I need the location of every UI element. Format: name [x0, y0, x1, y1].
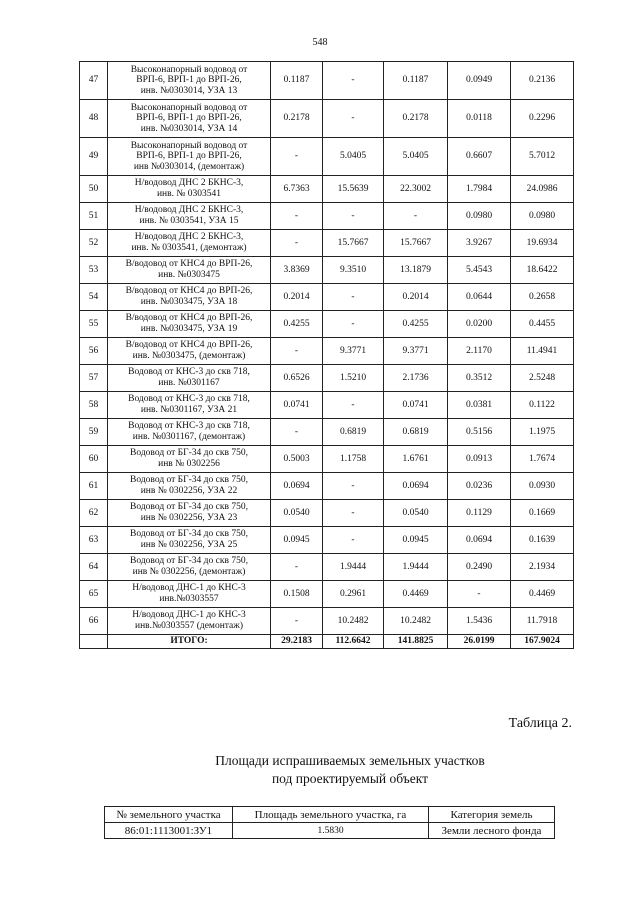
object-name-line: инв. №0301167	[158, 378, 220, 388]
cell-area-additional: 0.0118	[448, 100, 511, 138]
cell-area-existing: -	[271, 419, 323, 446]
object-name	[108, 419, 271, 446]
cell-area-existing: 0.4255	[271, 311, 323, 338]
object-name-line: инв. №0303014, УЗА 14	[140, 123, 238, 134]
cell-area-new: 10.2482	[323, 608, 384, 635]
cell-area-additional: 0.1129	[448, 500, 511, 527]
object-name-line: ВРП-6, ВРП-1 до ВРП-26,	[136, 151, 242, 162]
row-number: 59	[80, 419, 108, 446]
table-row	[80, 338, 574, 365]
object-name-line: Водовод от БГ-34 до скв 750,	[130, 448, 248, 459]
cell-area-total: 0.0980	[511, 203, 574, 230]
total-row	[80, 635, 574, 649]
table-row	[80, 230, 574, 257]
cell-area-additional: -	[448, 581, 511, 608]
cell-area-additional: 0.0236	[448, 473, 511, 500]
cell-area-total: 19.6934	[511, 230, 574, 257]
cell-area-total: 2.1934	[511, 554, 574, 581]
cell-area-total: 0.0930	[511, 473, 574, 500]
cell-area-new: -	[323, 311, 384, 338]
object-name	[108, 446, 271, 473]
object-name	[108, 473, 271, 500]
total-cell-area-subtotal: 141.8825	[384, 635, 448, 649]
cell-area-subtotal: 0.0945	[384, 527, 448, 554]
row-number: 58	[80, 392, 108, 419]
object-name-line: инв.№0303557	[159, 594, 219, 604]
table-row	[80, 446, 574, 473]
object-name-line: ВРП-6, ВРП-1 до ВРП-26,	[136, 113, 242, 124]
cell-area-additional: 5.4543	[448, 257, 511, 284]
cell-area-total: 18.6422	[511, 257, 574, 284]
cell-area-new: 1.1758	[323, 446, 384, 473]
cell-area-new: 0.6819	[323, 419, 384, 446]
cell-area-total: 0.2658	[511, 284, 574, 311]
cell-area-existing: -	[271, 230, 323, 257]
table-row	[80, 608, 574, 635]
object-name	[108, 500, 271, 527]
object-name-line: Н/водовод ДНС 2 БКНС-3,	[134, 205, 244, 216]
table-title-line: Площади испрашиваемых земельных участков	[215, 753, 485, 768]
object-name-line: инв. №0303014, УЗА 13	[140, 85, 238, 96]
cell-area-subtotal: 0.0540	[384, 500, 448, 527]
cell-area-total: 0.4469	[511, 581, 574, 608]
object-name-line: инв. №0303475	[158, 270, 220, 280]
cell-area-subtotal: 15.7667	[384, 230, 448, 257]
row-number: 50	[80, 176, 108, 203]
table-row	[80, 284, 574, 311]
cell-area-new: -	[323, 392, 384, 419]
object-name	[108, 138, 271, 176]
cell-area-subtotal: 0.0694	[384, 473, 448, 500]
land-table-row	[105, 823, 555, 839]
row-number: 66	[80, 608, 108, 635]
cell-area-subtotal: 0.2178	[384, 100, 448, 138]
object-name-line: Водовод от КНС-3 до скв 718,	[128, 394, 250, 405]
object-name-line: инв № 0302256	[158, 459, 220, 469]
object-name	[108, 392, 271, 419]
total-label: ИТОГО:	[108, 635, 271, 649]
cell-area-new: 15.5639	[323, 176, 384, 203]
cell-area-existing: 6.7363	[271, 176, 323, 203]
row-number: 47	[80, 62, 108, 100]
object-name	[108, 365, 271, 392]
cell-area-subtotal: 5.0405	[384, 138, 448, 176]
row-number: 55	[80, 311, 108, 338]
header-plot-number: № земельного участка	[105, 807, 233, 823]
cell-area-new: 1.5210	[323, 365, 384, 392]
cell-area-new: -	[323, 473, 384, 500]
cell-area-existing: 0.1187	[271, 62, 323, 100]
table-row	[80, 100, 574, 138]
object-name	[108, 581, 271, 608]
object-name-line: инв № 0302256, УЗА 23	[140, 513, 238, 523]
cell-area-new: 9.3771	[323, 338, 384, 365]
cell-area-total: 0.1639	[511, 527, 574, 554]
cell-area-subtotal: 10.2482	[384, 608, 448, 635]
object-name-line: инв № 0302256, (демонтаж)	[132, 567, 246, 577]
row-number: 60	[80, 446, 108, 473]
cell-area-subtotal: 2.1736	[384, 365, 448, 392]
cell-area-total: 2.5248	[511, 365, 574, 392]
header-land-category: Категория земель	[429, 807, 555, 823]
cell-area-total: 11.4941	[511, 338, 574, 365]
cell-area-subtotal: 0.6819	[384, 419, 448, 446]
page-number: 548	[312, 37, 328, 48]
object-name-line: инв. №0303475, УЗА 19	[140, 324, 238, 334]
row-number: 63	[80, 527, 108, 554]
table-row	[80, 311, 574, 338]
row-number: 64	[80, 554, 108, 581]
cell-area-additional: 0.6607	[448, 138, 511, 176]
object-name-line: Н/водовод ДНС 2 БКНС-3,	[134, 232, 244, 243]
land-category: Земли лесного фонда	[429, 823, 555, 839]
cell-area-subtotal: 13.1879	[384, 257, 448, 284]
object-name-line: инв № 0302256, УЗА 25	[140, 540, 238, 550]
object-name	[108, 176, 271, 203]
total-cell-area-additional: 26.0199	[448, 635, 511, 649]
object-name-line: инв. № 0303541	[156, 189, 222, 199]
cell-area-new: -	[323, 500, 384, 527]
cell-area-existing: 0.0945	[271, 527, 323, 554]
table-row	[80, 257, 574, 284]
cell-area-subtotal: 0.1187	[384, 62, 448, 100]
table-title-line: под проектируемый объект	[271, 771, 429, 786]
cell-area-existing: 0.6526	[271, 365, 323, 392]
cell-area-existing: 0.0741	[271, 392, 323, 419]
cell-area-total: 11.7918	[511, 608, 574, 635]
object-name-line: Водовод от БГ-34 до скв 750,	[130, 529, 248, 540]
object-name-line: инв. №0301167, УЗА 21	[140, 405, 238, 415]
cell-area-additional: 0.0980	[448, 203, 511, 230]
cell-area-additional: 0.5156	[448, 419, 511, 446]
table-row	[80, 392, 574, 419]
cell-area-additional: 0.0913	[448, 446, 511, 473]
cell-area-additional: 0.2490	[448, 554, 511, 581]
table-row	[80, 176, 574, 203]
object-name	[108, 284, 271, 311]
table-caption: Таблица 2.	[508, 716, 572, 731]
cell-area-new: 9.3510	[323, 257, 384, 284]
cell-area-additional: 0.0381	[448, 392, 511, 419]
cell-area-total: 0.1122	[511, 392, 574, 419]
cell-area-subtotal: 9.3771	[384, 338, 448, 365]
object-name-line: Водовод от БГ-34 до скв 750,	[130, 556, 248, 567]
cell-area-new: -	[323, 100, 384, 138]
row-number: 62	[80, 500, 108, 527]
object-name-line: Н/водовод ДНС-1 до КНС-3	[132, 583, 246, 594]
table-row	[80, 581, 574, 608]
cell-area-existing: -	[271, 138, 323, 176]
row-number: 52	[80, 230, 108, 257]
object-name-line: Н/водовод ДНС 2 БКНС-3,	[134, 178, 244, 189]
object-name-line: В/водовод от КНС4 до ВРП-26,	[125, 340, 253, 351]
table-row	[80, 473, 574, 500]
cell-area-additional: 1.5436	[448, 608, 511, 635]
object-name	[108, 230, 271, 257]
row-number: 65	[80, 581, 108, 608]
cell-area-total: 1.7674	[511, 446, 574, 473]
object-name-line: инв. № 0303541, УЗА 15	[139, 216, 239, 226]
row-number: 48	[80, 100, 108, 138]
cell-area-additional: 1.7984	[448, 176, 511, 203]
cell-area-existing: 3.8369	[271, 257, 323, 284]
object-name-line: Высоконапорный водовод от	[130, 64, 248, 75]
cell-area-new: 0.2961	[323, 581, 384, 608]
cell-area-total: 1.1975	[511, 419, 574, 446]
cell-area-new: -	[323, 203, 384, 230]
object-name	[108, 338, 271, 365]
cell-area-existing: 0.1508	[271, 581, 323, 608]
cell-area-additional: 3.9267	[448, 230, 511, 257]
cell-area-existing: 0.5003	[271, 446, 323, 473]
object-name	[108, 257, 271, 284]
land-table-header-row	[105, 807, 555, 823]
total-cell-area-new: 112.6642	[323, 635, 384, 649]
cell-area-total: 0.2296	[511, 100, 574, 138]
object-name-line: ВРП-6, ВРП-1 до ВРП-26,	[136, 75, 242, 86]
object-name-line: Водовод от БГ-34 до скв 750,	[130, 475, 248, 486]
cell-area-new: 5.0405	[323, 138, 384, 176]
cell-area-subtotal: 0.2014	[384, 284, 448, 311]
table-row	[80, 203, 574, 230]
cell-area-subtotal: 0.4255	[384, 311, 448, 338]
object-name	[108, 203, 271, 230]
row-number: 49	[80, 138, 108, 176]
cell-area-existing: 0.2178	[271, 100, 323, 138]
table-row	[80, 554, 574, 581]
object-name-line: инв № 0302256, УЗА 22	[140, 486, 238, 496]
object-name-line: Высоконапорный водовод от	[130, 102, 248, 113]
plot-number: 86:01:1113001:ЗУ1	[105, 823, 233, 839]
object-name	[108, 62, 271, 100]
cell-area-additional: 2.1170	[448, 338, 511, 365]
table-row	[80, 500, 574, 527]
object-name-line: Н/водовод ДНС-1 до КНС-3	[132, 610, 246, 621]
object-name-line: Водовод от КНС-3 до скв 718,	[128, 367, 250, 378]
cell-area-subtotal: 22.3002	[384, 176, 448, 203]
object-name-line: Водовод от БГ-34 до скв 750,	[130, 502, 248, 513]
cell-area-existing: -	[271, 203, 323, 230]
cell-area-new: 15.7667	[323, 230, 384, 257]
cell-area-new: -	[323, 284, 384, 311]
object-name-line: инв. №0301167, (демонтаж)	[132, 432, 246, 442]
object-name-line: В/водовод от КНС4 до ВРП-26,	[125, 286, 253, 297]
cell-area-total: 0.2136	[511, 62, 574, 100]
row-number: 54	[80, 284, 108, 311]
object-name	[108, 608, 271, 635]
plot-area: 1.5830	[233, 823, 429, 839]
cell-area-subtotal: 0.0741	[384, 392, 448, 419]
total-cell-area-total: 167.9024	[511, 635, 574, 649]
table-row	[80, 527, 574, 554]
object-name-line: инв №0303014, (демонтаж)	[133, 161, 245, 172]
cell-area-additional: 0.0694	[448, 527, 511, 554]
cell-area-additional: 0.0949	[448, 62, 511, 100]
pipeline-table	[79, 61, 574, 649]
cell-area-existing: 0.0540	[271, 500, 323, 527]
cell-area-total: 24.0986	[511, 176, 574, 203]
object-name	[108, 554, 271, 581]
cell-area-new: -	[323, 527, 384, 554]
object-name-line: Высоконапорный водовод от	[130, 140, 248, 151]
table-row	[80, 365, 574, 392]
object-name	[108, 527, 271, 554]
row-number: 51	[80, 203, 108, 230]
header-plot-area: Площадь земельного участка, га	[233, 807, 429, 823]
object-name-line: Водовод от КНС-3 до скв 718,	[128, 421, 250, 432]
cell-area-total: 0.1669	[511, 500, 574, 527]
object-name-line: инв.№0303557 (демонтаж)	[135, 621, 243, 631]
cell-area-subtotal: -	[384, 203, 448, 230]
cell-area-existing: -	[271, 554, 323, 581]
table-row	[80, 419, 574, 446]
row-number: 53	[80, 257, 108, 284]
row-number: 61	[80, 473, 108, 500]
object-name-line: инв. №0303475, УЗА 18	[140, 297, 238, 307]
object-name-line: В/водовод от КНС4 до ВРП-26,	[125, 259, 253, 270]
cell-area-new: -	[323, 62, 384, 100]
object-name	[108, 311, 271, 338]
row-number: 56	[80, 338, 108, 365]
cell-area-subtotal: 1.9444	[384, 554, 448, 581]
total-row-number	[80, 635, 108, 649]
cell-area-additional: 0.0644	[448, 284, 511, 311]
object-name-line: В/водовод от КНС4 до ВРП-26,	[125, 313, 253, 324]
object-name-line: инв. №0303475, (демонтаж)	[132, 351, 246, 361]
cell-area-existing: 0.2014	[271, 284, 323, 311]
cell-area-existing: -	[271, 608, 323, 635]
table-row	[80, 62, 574, 100]
total-cell-area-existing: 29.2183	[271, 635, 323, 649]
object-name-line: инв. № 0303541, (демонтаж)	[131, 243, 247, 253]
table-row	[80, 138, 574, 176]
object-name	[108, 100, 271, 138]
cell-area-new: 1.9444	[323, 554, 384, 581]
cell-area-additional: 0.0200	[448, 311, 511, 338]
cell-area-subtotal: 1.6761	[384, 446, 448, 473]
cell-area-additional: 0.3512	[448, 365, 511, 392]
cell-area-existing: 0.0694	[271, 473, 323, 500]
cell-area-total: 0.4455	[511, 311, 574, 338]
row-number: 57	[80, 365, 108, 392]
cell-area-existing: -	[271, 338, 323, 365]
land-plots-table	[104, 806, 555, 839]
cell-area-total: 5.7012	[511, 138, 574, 176]
table-title	[150, 752, 550, 788]
cell-area-subtotal: 0.4469	[384, 581, 448, 608]
